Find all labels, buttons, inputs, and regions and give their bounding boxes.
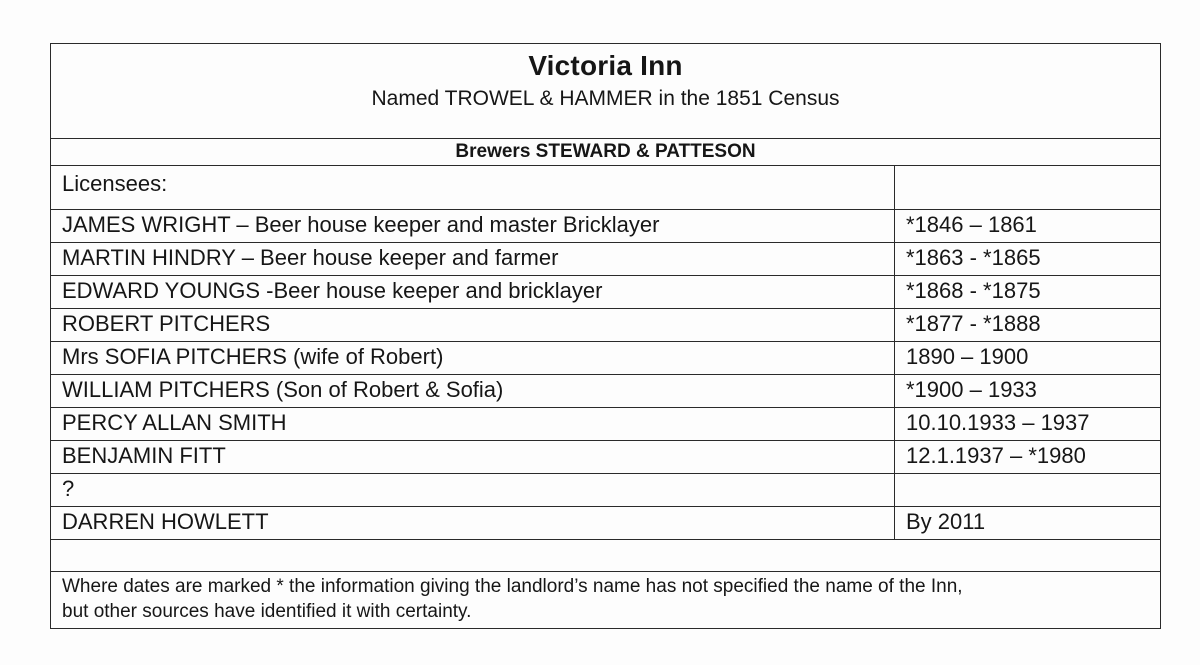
title-block (51, 44, 1160, 139)
licensee-dates: 1890 – 1900 (906, 344, 1029, 369)
column-divider (894, 166, 895, 540)
table-row (51, 408, 1160, 441)
page-subtitle: Named TROWEL & HAMMER in the 1851 Census (371, 87, 840, 110)
licensee-dates: *1846 – 1861 (906, 212, 1037, 237)
brewers-heading: Brewers STEWARD & PATTESON (51, 139, 1160, 166)
page-title: Victoria Inn (528, 50, 683, 81)
licensee-name: ROBERT PITCHERS (62, 311, 271, 336)
licensee-name: EDWARD YOUNGS -Beer house keeper and bricklayer (62, 278, 603, 303)
licensee-name: JAMES WRIGHT – Beer house keeper and master Bricklayer (62, 212, 660, 237)
footnote (62, 574, 1150, 624)
table-row (51, 342, 1160, 375)
footnote-line-1: Where dates are marked * the information giving the landlord’s name has not specified the name of the Inn, (62, 576, 963, 597)
licensee-dates: *1877 - *1888 (906, 311, 1041, 336)
licensee-dates: *1900 – 1933 (906, 377, 1037, 402)
licensee-dates: 12.1.1937 – *1980 (906, 443, 1086, 468)
licensee-name: Mrs SOFIA PITCHERS (wife of Robert) (62, 344, 444, 369)
table-row (51, 243, 1160, 276)
licensee-name: PERCY ALLAN SMITH (62, 410, 287, 435)
licensee-table (50, 43, 1161, 629)
licensees-header-row (51, 166, 1160, 210)
licensee-dates: *1863 - *1865 (906, 245, 1041, 270)
licensee-name: DARREN HOWLETT (62, 509, 269, 534)
licensee-dates: 10.10.1933 – 1937 (906, 410, 1090, 435)
table-row (51, 375, 1160, 408)
blank-row (51, 540, 1160, 572)
table-row (51, 507, 1160, 540)
licensee-dates: *1868 - *1875 (906, 278, 1041, 303)
footnote-line-2: but other sources have identified it with certainty. (62, 601, 472, 622)
licensee-name: MARTIN HINDRY – Beer house keeper and farmer (62, 245, 559, 270)
licensee-name: WILLIAM PITCHERS (Son of Robert & Sofia) (62, 377, 504, 402)
table-row (51, 441, 1160, 474)
licensee-name: BENJAMIN FITT (62, 443, 226, 468)
table-row (51, 210, 1160, 243)
licensee-name: ? (62, 476, 75, 501)
licensee-dates: By 2011 (906, 509, 986, 534)
table-row (51, 276, 1160, 309)
licensees-label: Licensees: (62, 171, 168, 196)
table-row (51, 474, 1160, 507)
table-row (51, 309, 1160, 342)
